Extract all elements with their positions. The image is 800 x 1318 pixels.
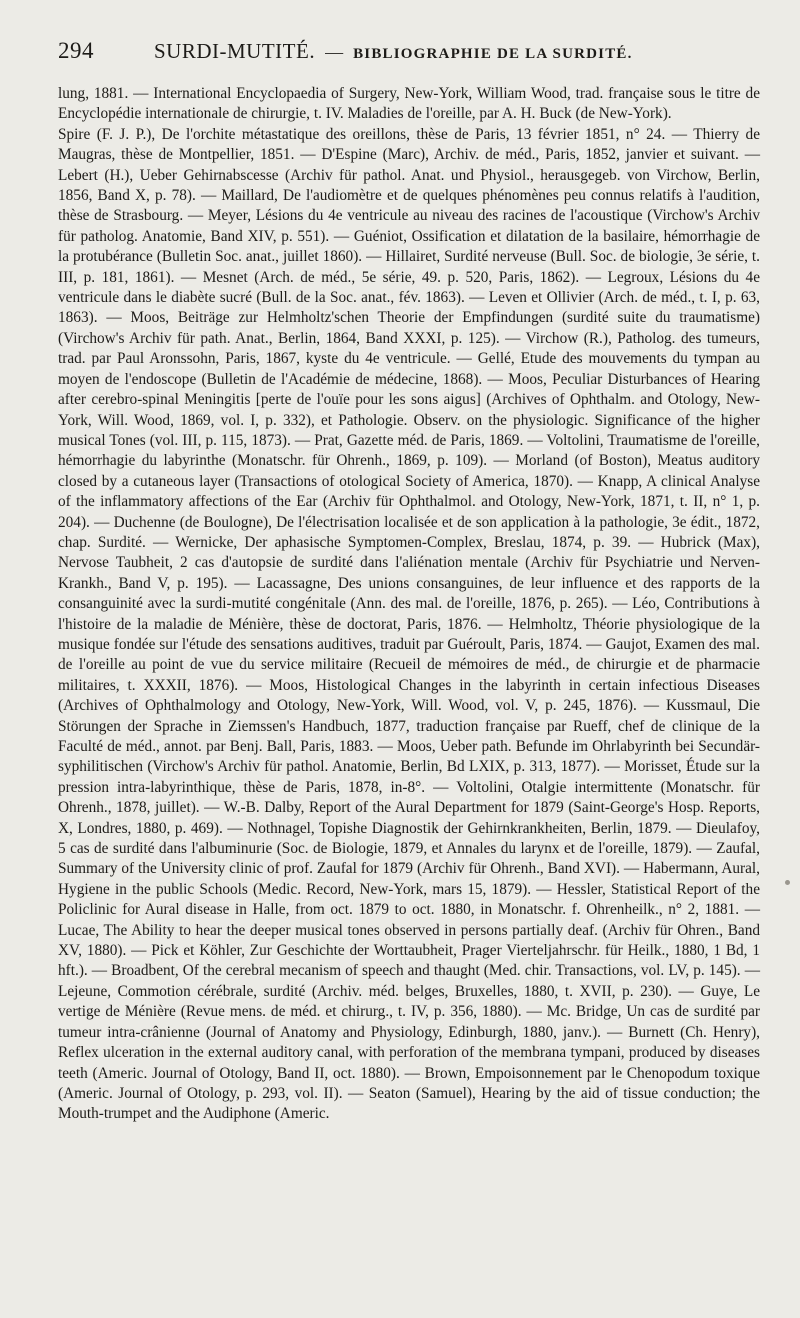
bibliography-text [58,84,760,1125]
running-header [58,38,760,72]
paragraph-continuation: lung, 1881. — International Encyclopaedia of Surgery, New-York, William Wood, trad. française sous le titre de Encyclopédie internationale de chirurgie, t. IV. Maladies de l'oreille, par A. H. Buck (de New-York). [58,85,760,123]
title-separator: — [325,42,344,62]
running-subtitle: BIBLIOGRAPHIE DE LA SURDITÉ. [353,46,633,62]
page-number: 294 [58,38,94,63]
running-title: SURDI-MUTITÉ. [154,39,316,63]
paragraph-spire: Spire (F. J. P.), De l'orchite métastatique des oreillons, thèse de Paris, 13 février 1851, n° 24. — Thierry de Maugras, thèse de Montpellier, 1851. — D'Espine (Marc), Archiv. de méd., Paris, 1852, janvier et suivant. — Lebert (H.), Ueber Gehirnabscesse (Archiv für pathol. Anat. und Physiol., herausgegeb. von Virchow, Berlin, 1856, Band X, p. 78). — Maillard, De l'audiomètre et de quelques phénomènes peu connus relatifs à l'audition, thèse de Strasbourg. — Meyer, Lésions du 4e ventricule au niveau des racines de l'acoustique (Virchow's Archiv für patholog. Anatomie, Band XIV, p. 551). — Guéniot, Ossification et dilatation de la basilaire, hémorrhagie de la protubérance (Bulletin Soc. anat., juillet 1860). — Hillairet, Surdité nerveuse (Bull. Soc. de biologie, 3e série, t. III, p. 181, 1861). — Mesnet (Arch. de méd., 5e série, 49. p. 520, Paris, 1862). — Legroux, Lésions du 4e ventricule dans le diabète sucré (Bull. de la Soc. anat., fév. 1863). — Leven et Ollivier (Arch. de méd., t. I, p. 63, 1863). — Moos, Beiträge zur Helmholtz'schen Theorie der Empfindungen (surdité suite du traumatisme) (Virchow's Archiv für path. Anat., Berlin, 1864, Band XXXI, p. 125). — Virchow (R.), Patholog. des tumeurs, trad. par Paul Aronssohn, Paris, 1867, kyste du 4e ventricule. — Gellé, Etude des mouvements du tympan au moyen de l'endoscope (Bulletin de l'Académie de médecine, 1868). — Moos, Peculiar Disturbances of Hearing after cerebro-spinal Meningitis [perte de l'ouïe pour les sons aigus] (Archives of Ophthalm. and Otology, New-York, Will. Wood, 1869, vol. I, p. 332), et Pathologie. Observ. on the physiologic. Significance of the higher musical Tones (vol. III, p. 115, 1873). — Prat, Gazette méd. de Paris, 1869. — Voltolini, Traumatisme de l'oreille, hémorrhagie du labyrinthe (Monatschr. für Ohrenh., 1869, p. 109). — Morland (of Boston), Meatus auditory closed by a cutaneous layer (Transactions of otological Society of America, 1870). — Knapp, A clinical Analyse of the inflammatory affections of the Ear (Archiv für Ophthalmol. and Otology, New-York, 1871, t. II, n° 1, p. 204). — Duchenne (de Boulogne), De l'électrisation localisée et de son application à la pathologie, 3e édit., 1872, chap. Surdité. — Wernicke, Der aphasische Symptomen-Complex, Breslau, 1874, p. 39. — Hubrick (Max), Nervose Taubheit, 2 cas d'autopsie de surdité dans l'aliénation mentale (Archiv für Psychiatrie und Nerven-Krankh., Band V, p. 195). — Lacassagne, Des unions consanguines, de leur influence et des rapports de la consanguinité avec la surdi-mutité congénitale (Ann. des mal. de l'oreille, 1876, p. 265). — Léo, Contributions à l'histoire de la maladie de Ménière, thèse de doctorat, Paris, 1876. — Helmholtz, Théorie physiologique de la musique fondée sur l'étude des sensations auditives, traduit par Guéroult, Paris, 1874. — Gaujot, Examen des mal. de l'oreille au point de vue du service militaire (Recueil de mémoires de méd., de chirurgie et de pharmacie militaires, t. XXXII, 1876). — Moos, Histological Changes in the labyrinth in certain infectious Diseases (Archives of Ophthalmology and Otology, New-York, Will. Wood, vol. V, p. 245, 1876). — Kussmaul, Die Störungen der Sprache in Ziemssen's Handbuch, 1877, traduction française par Rueff, chef de clinique de la Faculté de méd., annot. par Benj. Ball, Paris, 1883. — Moos, Ueber path. Befunde im Ohrlabyrinth bei Secundär-syphilitischen (Virchow's Archiv für pathol. Anatomie, Berlin, Bd LXIX, p. 313, 1877). — Morisset, Étude sur la pression intra-labyrinthique, thèse de Paris, 1878, in-8°. — Voltolini, Otalgie intermittente (Monatschr. für Ohrenh., 1878, juillet). — W.-B. Dalby, Report of the Aural Department for 1879 (Saint-George's Hosp. Reports, X, Londres, 1880, p. 469). — Nothnagel, Topishe Diagnostik der Gehirnkrankheiten, Berlin, 1879. — Dieulafoy, 5 cas de surdité dans l'albuminurie (Soc. de Biologie, 1879, et Annales du larynx et de l'oreille, 1879). — Zaufal, Summary of the University clinic of prof. Zaufal for 1879 (Archiv für Ohrenh., Band XVI). — Habermann, Aural, Hygiene in the public Schools (Medic. Record, New-York, mars 15, 1879). — Hessler, Statistical Report of the Policlinic for Aural disease in Halle, from oct. 1879 to oct. 1880, in Monatschr. f. Ohrenheilk., n° 2, 1881. — Lucae, The Ability to hear the deeper musical tones observed in persons partially deaf. (Archiv für Ohren., Band XV, 1880). — Pick et Köhler, Zur Geschichte der Worttaubheit, Prager Vierteljahrschr. für Heilk., 1880, 1 Bd, 1 hft.). — Broadbent, Of the cerebral mecanism of speech and thaught (Med. chir. Transactions, vol. LV, p. 145). — Lejeune, Commotion cérébrale, surdité (Archiv. méd. belges, Bruxelles, 1880, t. XVII, p. 230). — Guye, Le vertige de Ménière (Revue mens. de méd. et chirurg., t. IV, p. 356, 1880). — Mc. Bridge, Un cas de surdité par tumeur intra-crânienne (Journal of Anatomy and Physiology, Edinburgh, 1880, janv.). — Burnett (Ch. Henry), Reflex ulceration in the external auditory canal, with perforation of the membrana tympani, produced by diseases teeth (Americ. Journal of Otology, Band II, oct. 1880). — Brown, Empoisonnement par le Chenopodum toxique (Americ. Journal of Otology, p. 293, vol. II). — Seaton (Samuel), Hearing by the aid of tissue conduction; the Mouth-trumpet and the Audiphone (Americ. [58,125,760,1123]
page-speck [785,880,790,885]
